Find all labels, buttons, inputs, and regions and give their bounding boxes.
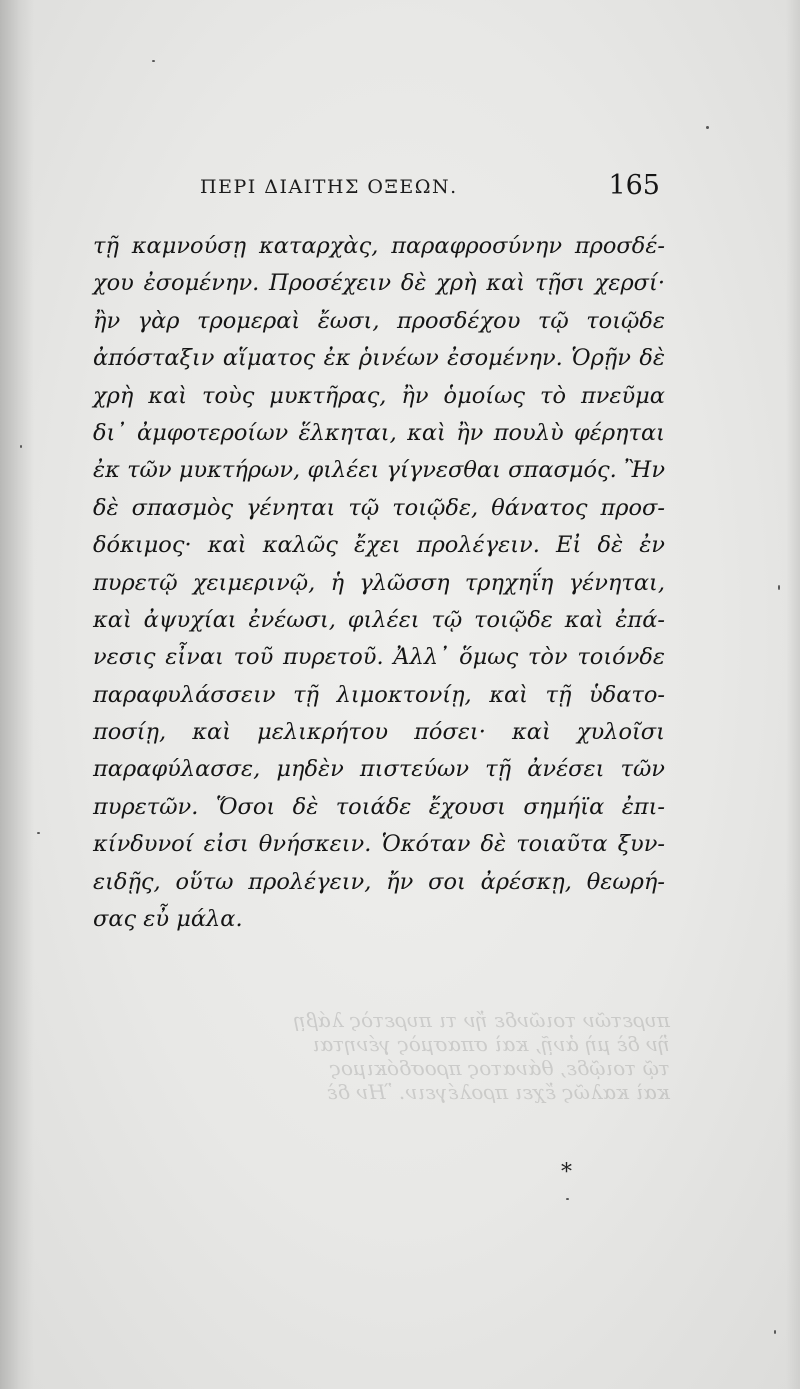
paper-speck [778, 585, 780, 590]
text-line: δι᾽ ἀμφοτεροίων ἕλκηται, καὶ ἢν πουλὺ φέρηται [93, 419, 665, 446]
text-line: ποσίῃ, καὶ μελικρήτου πόσει· καὶ χυλοῖσι [93, 719, 665, 746]
text-line: πυρετῶν. Ὅσοι δὲ τοιάδε ἔχουσι σημήϊα ἐπι- [93, 793, 665, 820]
text-line: τῇ καμνούσῃ καταρχὰς, παραφροσύνην προσδέ- [93, 233, 665, 259]
text-line: κίνδυνοί εἰσι θνήσκειν. Ὁκόταν δὲ τοιαῦτα ξυν- [93, 831, 665, 858]
paper-speck [20, 445, 22, 448]
text-line: χου ἐσομένην. Προσέχειν δὲ χρὴ καὶ τῇσι χερσί· [93, 270, 665, 297]
page-number: 165 [608, 170, 660, 201]
text-line: ἐκ τῶν μυκτήρων, φιλέει γίγνεσθαι σπασμός. Ἢν [93, 457, 665, 484]
text-line: δόκιμος· καὶ καλῶς ἔχει προλέγειν. Εἰ δὲ ἐν [93, 532, 665, 559]
text-line: παραφύλασσε, μηδὲν πιστεύων τῇ ἀνέσει τῶν [93, 756, 665, 783]
text-line: ἢν γὰρ τρομεραὶ ἔωσι, προσδέχου τῷ τοιῷδε [93, 307, 665, 334]
text-line: χρὴ καὶ τοὺς μυκτῆρας, ἢν ὁμοίως τὸ πνεῦμα [93, 382, 665, 409]
text-line: καὶ ἀψυχίαι ἐνέωσι, φιλέει τῷ τοιῷδε καὶ ἐπά- [93, 606, 665, 633]
page-edge-shadow [786, 0, 800, 1389]
text-line: δὲ σπασμὸς γένηται τῷ τοιῷδε, θάνατος προσ- [93, 494, 665, 521]
gutter-shadow [0, 0, 34, 1389]
text-line: παραφυλάσσειν τῇ λιμοκτονίῃ, καὶ τῇ ὑδατο- [93, 681, 665, 708]
paper-speck [152, 60, 155, 62]
show-through-texture: πυρετῶν τοιῶνδε ἤν τι πυρετὸς λάβῃ ἢν δὲ μὴ ἀνῇ, καὶ σπασμὸς γένηται τῷ τοιῷδε, θάνατος προσδόκιμος καὶ καλῶς ἔχει προλέγειν. Ἢν δὲ [293, 1008, 670, 1104]
signature-mark: * [561, 1160, 572, 1185]
paper-speck [774, 1330, 776, 1334]
body-text [93, 228, 665, 938]
text-line: ἀπόσταξιν αἵματος ἐκ ῥινέων ἐσομένην. Ὁρῇν δὲ [93, 345, 665, 372]
page-header [200, 170, 660, 206]
running-title: ΠΕΡΙ ΔΙΑΙΤΗΣ ΟΞΕΩΝ. [200, 176, 458, 198]
paper-speck [37, 832, 40, 834]
paper-speck [706, 126, 709, 129]
text-line: σας εὖ μάλα. [93, 906, 243, 933]
paper-speck [566, 1198, 569, 1200]
text-line: νεσις εἶναι τοῦ πυρετοῦ. Ἀλλ᾽ ὅμως τὸν τοιόνδε [93, 644, 665, 671]
text-line: ειδῇς, οὕτω προλέγειν, ἤν σοι ἀρέσκῃ, θεωρή- [93, 868, 665, 895]
text-line: πυρετῷ χειμερινῷ, ἡ γλῶσση τρηχηΐη γένηται, [93, 569, 665, 596]
